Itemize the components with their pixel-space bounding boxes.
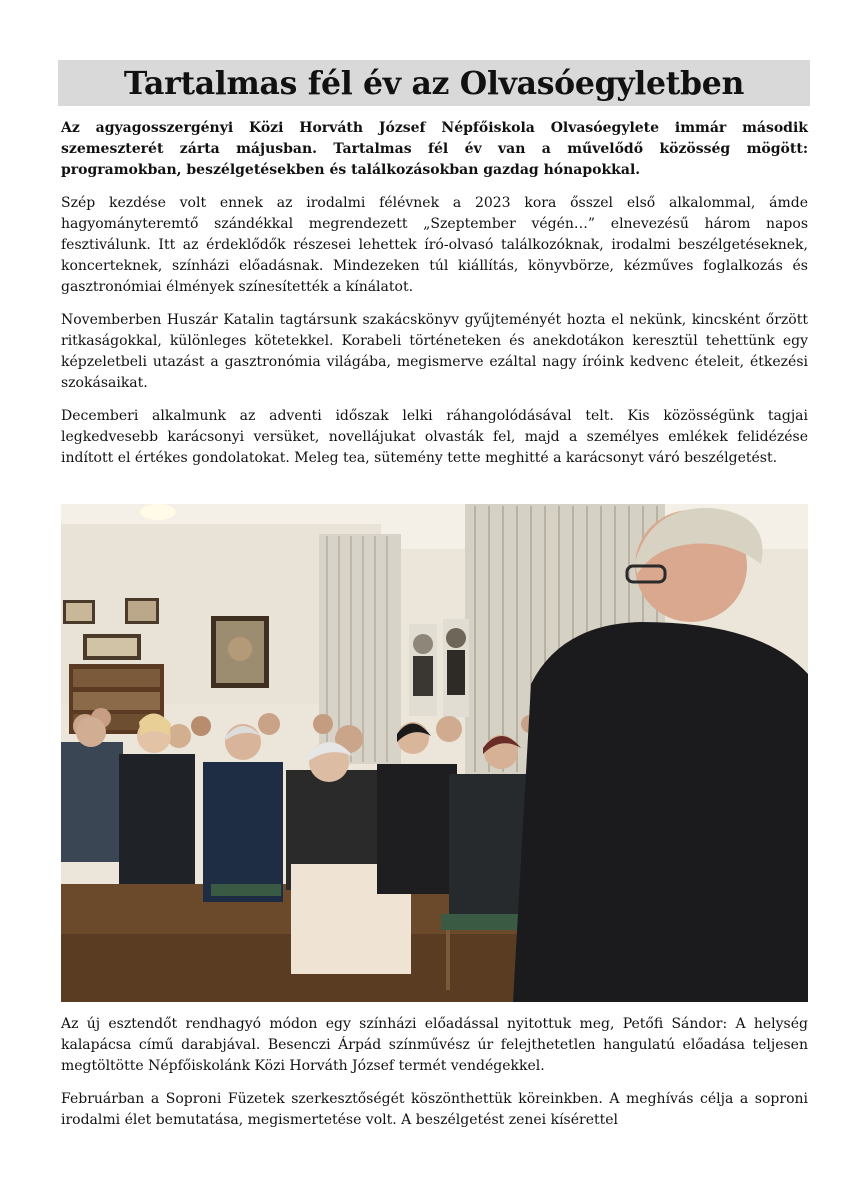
event-photo [61,504,808,1002]
lead-paragraph: Az agyagosszergényi Közi Horváth József Népfőiskola Olvasóegylete immár második szemeszterét zárta májusban. Tartalmas fél év van a művelődő közösség mögött: programokban, beszélgetésekben és találkozásokban gazdag hónapokkal. [61,120,808,178]
paragraph-festival: Szép kezdése volt ennek az irodalmi félévnek a 2023 kora ősszel első alkalommal, ámde hagyományteremtő szándékkal megrendezett „Szeptember végén…” elnevezésű három napos fesztiválunk. Itt az érdeklődők részesei lehettek író-olvasó találkozóknak, irodalmi beszélgetéseknek, koncerteknek, színházi előadásnak. Mindezeken túl kiállítás, könyvbörze, kézműves foglalkozás és gasztronómiai élmények színesítették a kínálatot. [61,195,808,295]
paragraph-december: Decemberi alkalmunk az adventi időszak lelki ráhangolódásával telt. Kis közösségünk tagjai legkedvesebb karácsonyi versüket, novellájukat olvasták fel, majd a személyes emlékek felidézése indított el értékes gondolatokat. Meleg tea, sütemény tette meghitté a karácsonyt váró beszélgetést. [61,408,808,466]
paragraph-february: Februárban a Soproni Füzetek szerkesztőségét köszönthettük köreinkben. A meghívás célja a soproni irodalmi élet bemutatása, megismertetése volt. A beszélgetést zenei kísérettel [61,1091,808,1128]
title-band [58,60,810,106]
article-body-bottom [61,1014,808,1143]
article-title: Tartalmas fél év az Olvasóegyletben [123,64,745,102]
article-body-top [61,118,808,481]
paragraph-new-year: Az új esztendőt rendhagyó módon egy színházi előadással nyitottuk meg, Petőfi Sándor: A helység kalapácsa című darabjával. Besenczi Árpád színművész úr felejthetetlen hangulatú előadása teljesen megtöltötte Népfőiskolánk Közi Horváth József termét vendégekkel. [61,1016,808,1074]
paragraph-november: Novemberben Huszár Katalin tagtársunk szakácskönyv gyűjteményét hozta el nekünk, kincsként őrzött ritkaságokkal, különleges kötetekkel. Korabeli történeteken és anekdotákon keresztül tehettünk egy képzeletbeli utazást a gasztronómia világába, megismerve ezáltal nagy íróink kedvenc ételeit, étkezési szokásaikat. [61,312,808,391]
